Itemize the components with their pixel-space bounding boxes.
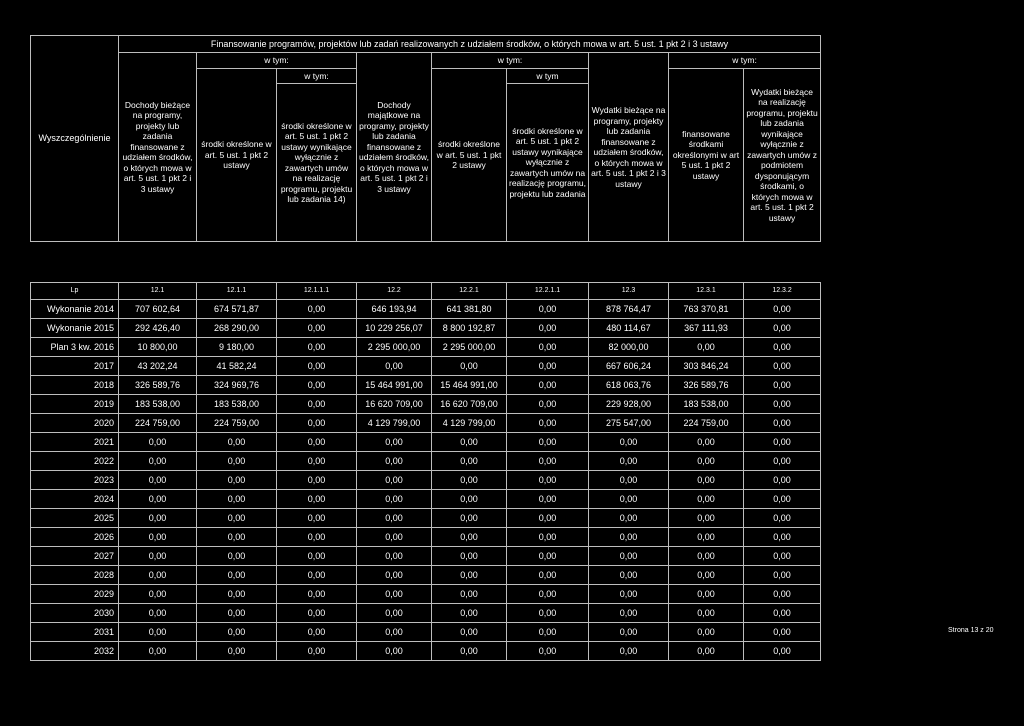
value-cell: 0,00 xyxy=(589,585,669,604)
header-col-12-1: Dochody bieżące na programy, projekty lub zadania finansowane z udziałem środków, o których mowa w art. 5 ust. 1 pkt 2 i 3 ustawy xyxy=(119,53,197,242)
value-cell: 0,00 xyxy=(357,642,432,661)
value-cell: 0,00 xyxy=(357,471,432,490)
value-cell: 0,00 xyxy=(589,604,669,623)
value-cell: 0,00 xyxy=(744,528,821,547)
lp-row xyxy=(31,283,821,300)
table-row xyxy=(31,566,821,585)
value-cell: 0,00 xyxy=(197,471,277,490)
value-cell: 0,00 xyxy=(669,604,744,623)
value-cell: 0,00 xyxy=(589,490,669,509)
value-cell: 0,00 xyxy=(507,623,589,642)
table-row xyxy=(31,414,821,433)
spacer-row xyxy=(31,242,821,283)
value-cell: 2 295 000,00 xyxy=(357,338,432,357)
value-cell: 0,00 xyxy=(197,585,277,604)
value-cell: 0,00 xyxy=(744,623,821,642)
value-cell: 0,00 xyxy=(507,376,589,395)
value-cell: 0,00 xyxy=(432,585,507,604)
value-cell: 0,00 xyxy=(432,642,507,661)
value-cell: 0,00 xyxy=(432,490,507,509)
value-cell: 0,00 xyxy=(277,452,357,471)
lp-code: 12.2.1.1 xyxy=(507,283,589,300)
value-cell: 324 969,76 xyxy=(197,376,277,395)
value-cell: 0,00 xyxy=(507,547,589,566)
value-cell: 367 111,93 xyxy=(669,319,744,338)
value-cell: 0,00 xyxy=(277,471,357,490)
header-wyszczegolnienie: Wyszczególnienie xyxy=(31,36,119,242)
value-cell: 0,00 xyxy=(744,395,821,414)
w-tym-group-3: w tym: xyxy=(669,53,821,69)
value-cell: 0,00 xyxy=(277,623,357,642)
value-cell: 15 464 991,00 xyxy=(432,376,507,395)
value-cell: 0,00 xyxy=(507,642,589,661)
value-cell: 0,00 xyxy=(744,566,821,585)
value-cell: 0,00 xyxy=(357,604,432,623)
row-label: 2019 xyxy=(31,395,119,414)
value-cell: 0,00 xyxy=(507,319,589,338)
header-col-12-3: Wydatki bieżące na programy, projekty lub zadania finansowane z udziałem środków, o których mowa w art. 5 ust. 1 pkt 2 i 3 ustawy xyxy=(589,53,669,242)
value-cell: 0,00 xyxy=(669,452,744,471)
value-cell: 0,00 xyxy=(507,528,589,547)
value-cell: 0,00 xyxy=(669,490,744,509)
value-cell: 0,00 xyxy=(119,547,197,566)
lp-code: 12.1.1 xyxy=(197,283,277,300)
lp-code: 12.3.1 xyxy=(669,283,744,300)
value-cell: 618 063,76 xyxy=(589,376,669,395)
value-cell: 0,00 xyxy=(589,642,669,661)
value-cell: 0,00 xyxy=(119,566,197,585)
value-cell: 303 846,24 xyxy=(669,357,744,376)
table-row xyxy=(31,547,821,566)
value-cell: 0,00 xyxy=(277,528,357,547)
table-row xyxy=(31,509,821,528)
value-cell: 0,00 xyxy=(744,452,821,471)
value-cell: 0,00 xyxy=(507,604,589,623)
row-label: 2032 xyxy=(31,642,119,661)
value-cell: 0,00 xyxy=(507,490,589,509)
value-cell: 0,00 xyxy=(197,642,277,661)
lp-code: 12.1.1.1 xyxy=(277,283,357,300)
table-row xyxy=(31,471,821,490)
value-cell: 0,00 xyxy=(277,566,357,585)
value-cell: 0,00 xyxy=(277,300,357,319)
value-cell: 0,00 xyxy=(277,642,357,661)
value-cell: 0,00 xyxy=(357,357,432,376)
table-row xyxy=(31,452,821,471)
value-cell: 0,00 xyxy=(432,509,507,528)
value-cell: 0,00 xyxy=(669,623,744,642)
row-label: Wykonanie 2014 xyxy=(31,300,119,319)
value-cell: 0,00 xyxy=(432,452,507,471)
value-cell: 0,00 xyxy=(119,433,197,452)
value-cell: 0,00 xyxy=(589,566,669,585)
value-cell: 0,00 xyxy=(589,623,669,642)
value-cell: 0,00 xyxy=(197,509,277,528)
value-cell: 0,00 xyxy=(744,414,821,433)
value-cell: 0,00 xyxy=(744,585,821,604)
value-cell: 480 114,67 xyxy=(589,319,669,338)
value-cell: 16 620 709,00 xyxy=(432,395,507,414)
lp-code: 12.2 xyxy=(357,283,432,300)
lp-label: Lp xyxy=(31,283,119,300)
value-cell: 0,00 xyxy=(669,547,744,566)
value-cell: 0,00 xyxy=(277,547,357,566)
value-cell: 0,00 xyxy=(197,490,277,509)
value-cell: 0,00 xyxy=(589,509,669,528)
row-label: 2028 xyxy=(31,566,119,585)
value-cell: 268 290,00 xyxy=(197,319,277,338)
lp-code: 12.3.2 xyxy=(744,283,821,300)
value-cell: 0,00 xyxy=(744,300,821,319)
value-cell: 0,00 xyxy=(507,509,589,528)
w-tym-group-2: w tym: xyxy=(432,53,589,69)
row-label: 2029 xyxy=(31,585,119,604)
value-cell: 0,00 xyxy=(589,452,669,471)
value-cell: 0,00 xyxy=(277,395,357,414)
value-cell: 0,00 xyxy=(357,566,432,585)
value-cell: 0,00 xyxy=(277,319,357,338)
value-cell: 0,00 xyxy=(744,433,821,452)
value-cell: 0,00 xyxy=(507,585,589,604)
value-cell: 0,00 xyxy=(669,528,744,547)
row-label: 2020 xyxy=(31,414,119,433)
value-cell: 0,00 xyxy=(119,642,197,661)
value-cell: 0,00 xyxy=(197,566,277,585)
row-label: 2025 xyxy=(31,509,119,528)
value-cell: 0,00 xyxy=(669,642,744,661)
value-cell: 0,00 xyxy=(277,338,357,357)
value-cell: 641 381,80 xyxy=(432,300,507,319)
value-cell: 0,00 xyxy=(197,528,277,547)
value-cell: 0,00 xyxy=(277,414,357,433)
table-row xyxy=(31,319,821,338)
header-col-12-2: Dochody majątkowe na programy, projekty lub zadania finansowane z udziałem środków, o których mowa w art. 5 ust. 1 pkt 2 i 3 ustawy xyxy=(357,53,432,242)
row-label: 2030 xyxy=(31,604,119,623)
header-col-12-3-1: finansowane środkami określonymi w art 5 ust. 1 pkt 2 ustawy xyxy=(669,69,744,242)
table-title: Finansowanie programów, projektów lub zadań realizowanych z udziałem środków, o których mowa w art. 5 ust. 1 pkt 2 i 3 ustawy xyxy=(119,36,821,53)
row-label: 2024 xyxy=(31,490,119,509)
value-cell: 0,00 xyxy=(277,509,357,528)
value-cell: 10 800,00 xyxy=(119,338,197,357)
value-cell: 0,00 xyxy=(119,623,197,642)
w-tym-group-1: w tym: xyxy=(197,53,357,69)
value-cell: 4 129 799,00 xyxy=(357,414,432,433)
value-cell: 8 800 192,87 xyxy=(432,319,507,338)
value-cell: 0,00 xyxy=(507,566,589,585)
value-cell: 326 589,76 xyxy=(119,376,197,395)
value-cell: 0,00 xyxy=(277,357,357,376)
value-cell: 16 620 709,00 xyxy=(357,395,432,414)
value-cell: 0,00 xyxy=(197,452,277,471)
row-label: 2027 xyxy=(31,547,119,566)
value-cell: 0,00 xyxy=(432,547,507,566)
row-label: 2022 xyxy=(31,452,119,471)
value-cell: 0,00 xyxy=(744,376,821,395)
value-cell: 0,00 xyxy=(744,604,821,623)
value-cell: 0,00 xyxy=(589,433,669,452)
value-cell: 41 582,24 xyxy=(197,357,277,376)
value-cell: 0,00 xyxy=(357,509,432,528)
value-cell: 183 538,00 xyxy=(669,395,744,414)
row-label: 2026 xyxy=(31,528,119,547)
value-cell: 0,00 xyxy=(744,509,821,528)
table-row xyxy=(31,300,821,319)
row-label: 2018 xyxy=(31,376,119,395)
value-cell: 2 295 000,00 xyxy=(432,338,507,357)
value-cell: 4 129 799,00 xyxy=(432,414,507,433)
table-row xyxy=(31,623,821,642)
value-cell: 646 193,94 xyxy=(357,300,432,319)
value-cell: 183 538,00 xyxy=(119,395,197,414)
value-cell: 0,00 xyxy=(357,528,432,547)
lp-code: 12.1 xyxy=(119,283,197,300)
table-row xyxy=(31,357,821,376)
value-cell: 224 759,00 xyxy=(197,414,277,433)
value-cell: 0,00 xyxy=(197,604,277,623)
value-cell: 0,00 xyxy=(589,471,669,490)
value-cell: 0,00 xyxy=(669,585,744,604)
spacer-cell xyxy=(31,242,821,283)
table-row xyxy=(31,642,821,661)
value-cell: 0,00 xyxy=(119,452,197,471)
value-cell: 224 759,00 xyxy=(119,414,197,433)
table-row xyxy=(31,604,821,623)
value-cell: 0,00 xyxy=(744,547,821,566)
value-cell: 0,00 xyxy=(744,338,821,357)
page-footer: Strona 13 z 20 xyxy=(948,627,994,634)
value-cell: 0,00 xyxy=(669,471,744,490)
value-cell: 0,00 xyxy=(197,547,277,566)
table-row xyxy=(31,528,821,547)
value-cell: 0,00 xyxy=(507,300,589,319)
value-cell: 0,00 xyxy=(589,547,669,566)
row-label: 2023 xyxy=(31,471,119,490)
value-cell: 763 370,81 xyxy=(669,300,744,319)
value-cell: 0,00 xyxy=(744,490,821,509)
table-row xyxy=(31,376,821,395)
value-cell: 0,00 xyxy=(357,433,432,452)
value-cell: 0,00 xyxy=(669,433,744,452)
value-cell: 82 000,00 xyxy=(589,338,669,357)
value-cell: 292 426,40 xyxy=(119,319,197,338)
value-cell: 0,00 xyxy=(277,376,357,395)
table-row xyxy=(31,490,821,509)
value-cell: 0,00 xyxy=(432,433,507,452)
value-cell: 15 464 991,00 xyxy=(357,376,432,395)
financing-table xyxy=(30,35,821,661)
value-cell: 0,00 xyxy=(744,642,821,661)
value-cell: 0,00 xyxy=(589,528,669,547)
value-cell: 0,00 xyxy=(357,547,432,566)
value-cell: 229 928,00 xyxy=(589,395,669,414)
table-row xyxy=(31,433,821,452)
value-cell: 0,00 xyxy=(432,623,507,642)
value-cell: 9 180,00 xyxy=(197,338,277,357)
value-cell: 10 229 256,07 xyxy=(357,319,432,338)
value-cell: 0,00 xyxy=(507,395,589,414)
value-cell: 0,00 xyxy=(357,585,432,604)
value-cell: 0,00 xyxy=(669,566,744,585)
value-cell: 0,00 xyxy=(507,357,589,376)
value-cell: 0,00 xyxy=(507,338,589,357)
value-cell: 0,00 xyxy=(277,433,357,452)
row-label: 2031 xyxy=(31,623,119,642)
value-cell: 0,00 xyxy=(432,604,507,623)
value-cell: 43 202,24 xyxy=(119,357,197,376)
row-label: Wykonanie 2015 xyxy=(31,319,119,338)
value-cell: 0,00 xyxy=(744,357,821,376)
value-cell: 0,00 xyxy=(432,471,507,490)
value-cell: 0,00 xyxy=(277,490,357,509)
header-col-12-2-1-1: środki określone w art. 5 ust. 1 pkt 2 ustawy wynikające wyłącznie z zawartych umów na realizację programu, projektu lub zadania xyxy=(507,84,589,242)
value-cell: 0,00 xyxy=(197,623,277,642)
value-cell: 674 571,87 xyxy=(197,300,277,319)
header-col-12-2-1: środki określone w art. 5 ust. 1 pkt 2 ustawy xyxy=(432,69,507,242)
w-tym-sub-2: w tym xyxy=(507,69,589,84)
value-cell: 0,00 xyxy=(119,528,197,547)
value-cell: 0,00 xyxy=(432,528,507,547)
value-cell: 0,00 xyxy=(432,566,507,585)
value-cell: 0,00 xyxy=(744,471,821,490)
row-label: Plan 3 kw. 2016 xyxy=(31,338,119,357)
value-cell: 0,00 xyxy=(357,490,432,509)
value-cell: 0,00 xyxy=(669,338,744,357)
value-cell: 0,00 xyxy=(669,509,744,528)
value-cell: 0,00 xyxy=(357,623,432,642)
value-cell: 224 759,00 xyxy=(669,414,744,433)
value-cell: 0,00 xyxy=(277,585,357,604)
row-label: 2021 xyxy=(31,433,119,452)
value-cell: 878 764,47 xyxy=(589,300,669,319)
value-cell: 0,00 xyxy=(507,414,589,433)
value-cell: 0,00 xyxy=(197,433,277,452)
value-cell: 0,00 xyxy=(119,471,197,490)
table-row xyxy=(31,338,821,357)
table-row xyxy=(31,585,821,604)
value-cell: 707 602,64 xyxy=(119,300,197,319)
value-cell: 0,00 xyxy=(507,452,589,471)
table-row xyxy=(31,395,821,414)
w-tym-sub-1: w tym: xyxy=(277,69,357,84)
value-cell: 0,00 xyxy=(432,357,507,376)
row-label: 2017 xyxy=(31,357,119,376)
value-cell: 0,00 xyxy=(119,490,197,509)
lp-code: 12.3 xyxy=(589,283,669,300)
value-cell: 326 589,76 xyxy=(669,376,744,395)
header-col-12-1-1-1: środki określone w art. 5 ust. 1 pkt 2 ustawy wynikające wyłącznie z zawartych umów na realizację programu, projektu lub zadania 14) xyxy=(277,84,357,242)
value-cell: 183 538,00 xyxy=(197,395,277,414)
header-col-12-1-1: środki określone w art. 5 ust. 1 pkt 2 ustawy xyxy=(197,69,277,242)
value-cell: 0,00 xyxy=(507,471,589,490)
value-cell: 667 606,24 xyxy=(589,357,669,376)
value-cell: 275 547,00 xyxy=(589,414,669,433)
value-cell: 0,00 xyxy=(744,319,821,338)
value-cell: 0,00 xyxy=(507,433,589,452)
header-col-12-3-2: Wydatki bieżące na realizację programu, projektu lub zadania wynikające wyłącznie z zawartych umów z podmiotem dysponującym środkami, o których mowa w art. 5 ust. 1 pkt 2 ustawy xyxy=(744,69,821,242)
value-cell: 0,00 xyxy=(357,452,432,471)
value-cell: 0,00 xyxy=(277,604,357,623)
value-cell: 0,00 xyxy=(119,585,197,604)
value-cell: 0,00 xyxy=(119,509,197,528)
lp-code: 12.2.1 xyxy=(432,283,507,300)
value-cell: 0,00 xyxy=(119,604,197,623)
